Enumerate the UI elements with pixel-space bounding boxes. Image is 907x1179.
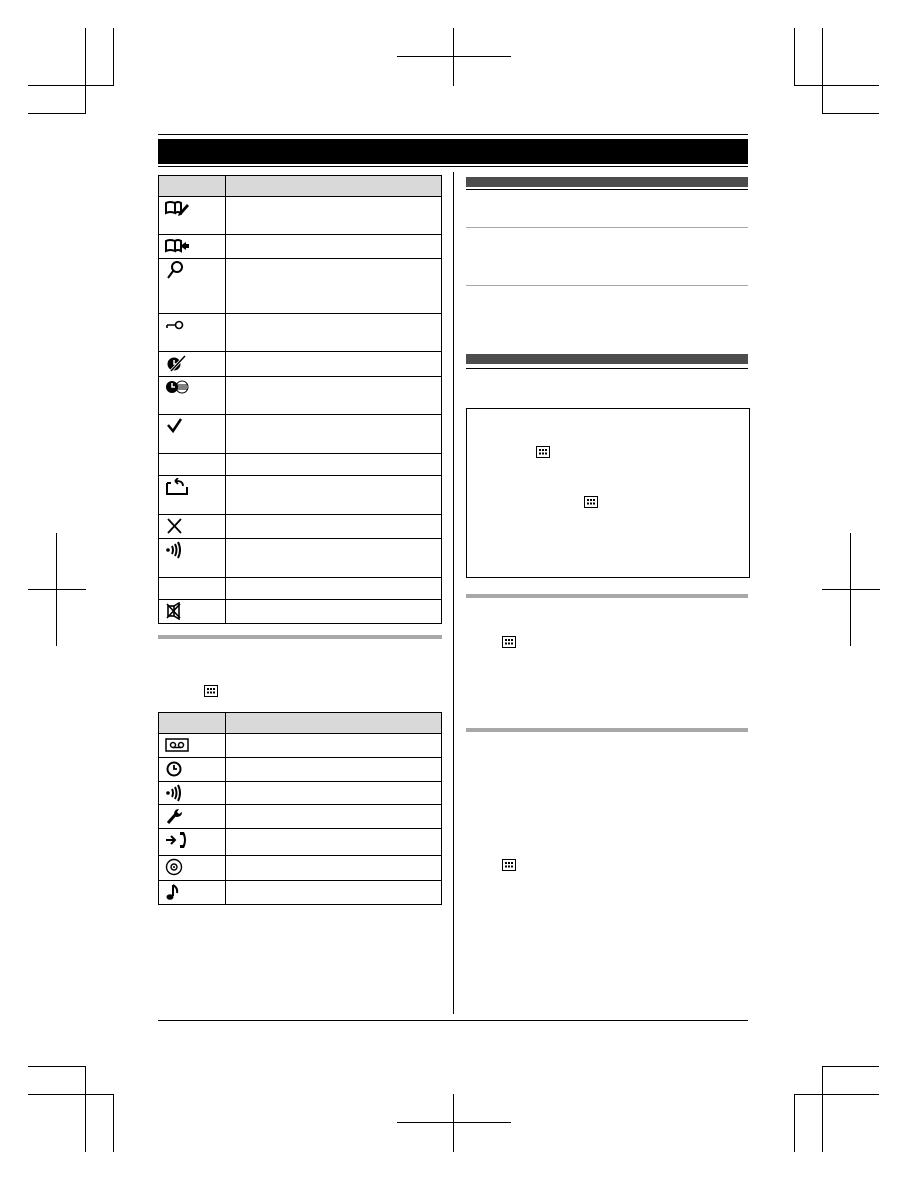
description-cell (226, 235, 442, 259)
icon-cell (159, 881, 226, 905)
description-cell (226, 314, 442, 352)
menu-grid-icon (584, 496, 598, 508)
description-cell (226, 758, 442, 782)
table-row (159, 476, 442, 515)
description-cell (226, 259, 442, 314)
icon-cell (159, 259, 226, 314)
menu-grid-icon (502, 859, 516, 871)
description-cell (226, 377, 442, 415)
crop-mark (28, 85, 113, 86)
music-note-icon (165, 883, 189, 901)
icon-cell (159, 856, 226, 881)
icon-cell (159, 539, 226, 578)
phonebook-add-icon (165, 237, 189, 255)
alarm-off-icon (165, 354, 189, 372)
icon-cell (159, 782, 226, 805)
icon-cell (159, 758, 226, 782)
folder-return-icon (165, 478, 189, 496)
icon-cell (159, 600, 226, 624)
table-header (159, 176, 442, 197)
page-header-rule (158, 166, 748, 167)
crop-mark (822, 113, 879, 114)
table-row (159, 415, 442, 454)
icon-cell (159, 734, 226, 758)
icon-cell (159, 805, 226, 829)
call-forward-icon (165, 831, 189, 849)
table-row (159, 881, 442, 905)
table-row (159, 352, 442, 377)
description-cell (226, 578, 442, 600)
table-row (159, 314, 442, 352)
wrench-icon (165, 807, 189, 825)
description-cell (226, 805, 442, 829)
phonebook-edit-icon (165, 199, 189, 217)
voicemail-icon (165, 736, 189, 754)
crop-mark (28, 113, 85, 114)
crop-mark (794, 1094, 879, 1095)
icon-cell (159, 235, 226, 259)
icon-cell (159, 515, 226, 539)
description-cell (226, 454, 442, 476)
ringer-off-icon (165, 602, 189, 620)
page-header-rule (158, 134, 748, 135)
table-header-cell (226, 176, 442, 197)
icon-cell (159, 476, 226, 515)
description-cell (226, 782, 442, 805)
table-row (159, 515, 442, 539)
description-cell (226, 539, 442, 578)
menu-grid-icon (204, 685, 218, 697)
icon-cell (159, 377, 226, 415)
page-footer-rule (158, 1020, 748, 1021)
crop-mark (822, 1066, 823, 1152)
section-rule (466, 594, 748, 598)
clock-icon (165, 760, 189, 778)
table-header-cell (159, 176, 226, 197)
section-heading-bar (466, 354, 748, 364)
icon-cell (159, 415, 226, 454)
table-header (159, 713, 442, 734)
registration-mark (822, 589, 880, 590)
ringer-icon (165, 784, 189, 802)
section-rule (466, 368, 748, 369)
description-cell (226, 415, 442, 454)
page-header-bar (158, 139, 748, 164)
registration-mark (397, 56, 511, 57)
crop-mark (113, 28, 114, 86)
search-icon (165, 261, 189, 279)
icon-cell (159, 454, 226, 476)
crop-mark (113, 1094, 114, 1152)
table-header-cell (159, 713, 226, 734)
alarm-snooze-icon (165, 379, 189, 397)
section-rule (466, 285, 748, 286)
registration-mark (28, 589, 86, 590)
crop-mark (28, 1066, 85, 1067)
icon-cell (159, 352, 226, 377)
table-row (159, 856, 442, 881)
crop-mark (822, 28, 823, 114)
description-cell (226, 881, 442, 905)
section-rule (158, 635, 442, 639)
description-cell (226, 197, 442, 235)
description-cell (226, 476, 442, 515)
section-rule (466, 728, 748, 732)
section-rule (466, 189, 748, 190)
close-icon (165, 517, 189, 535)
menu-grid-icon (536, 446, 550, 458)
description-cell (226, 829, 442, 856)
table-row (159, 197, 442, 235)
table-row (159, 235, 442, 259)
icon-cell (159, 197, 226, 235)
icon-cell (159, 578, 226, 600)
intercom-icon (165, 858, 189, 876)
key-icon (165, 316, 189, 334)
check-icon (165, 417, 189, 435)
section-heading-bar (466, 177, 748, 187)
table-row (159, 578, 442, 600)
crop-mark (794, 28, 795, 86)
table-row (159, 259, 442, 314)
note-box (466, 408, 750, 578)
ringer-icon (165, 541, 189, 559)
icon-cell (159, 314, 226, 352)
column-divider (453, 172, 454, 1014)
icon-table-top (158, 175, 442, 624)
description-cell (226, 515, 442, 539)
table-row (159, 782, 442, 805)
crop-mark (822, 1066, 879, 1067)
menu-grid-icon (502, 636, 516, 648)
table-row (159, 734, 442, 758)
registration-mark (397, 1122, 511, 1123)
table-header-cell (226, 713, 442, 734)
registration-mark (453, 28, 454, 86)
section-rule (466, 227, 748, 228)
crop-mark (794, 1094, 795, 1152)
crop-mark (85, 1066, 86, 1152)
description-cell (226, 734, 442, 758)
table-row (159, 539, 442, 578)
registration-mark (453, 1094, 454, 1152)
crop-mark (28, 1094, 113, 1095)
table-row (159, 805, 442, 829)
description-cell (226, 600, 442, 624)
crop-mark (794, 85, 879, 86)
icon-table-bottom (158, 712, 442, 905)
table-row (159, 758, 442, 782)
table-row (159, 377, 442, 415)
table-row (159, 454, 442, 476)
table-row (159, 600, 442, 624)
crop-mark (85, 28, 86, 114)
table-row (159, 829, 442, 856)
icon-cell (159, 829, 226, 856)
description-cell (226, 352, 442, 377)
description-cell (226, 856, 442, 881)
